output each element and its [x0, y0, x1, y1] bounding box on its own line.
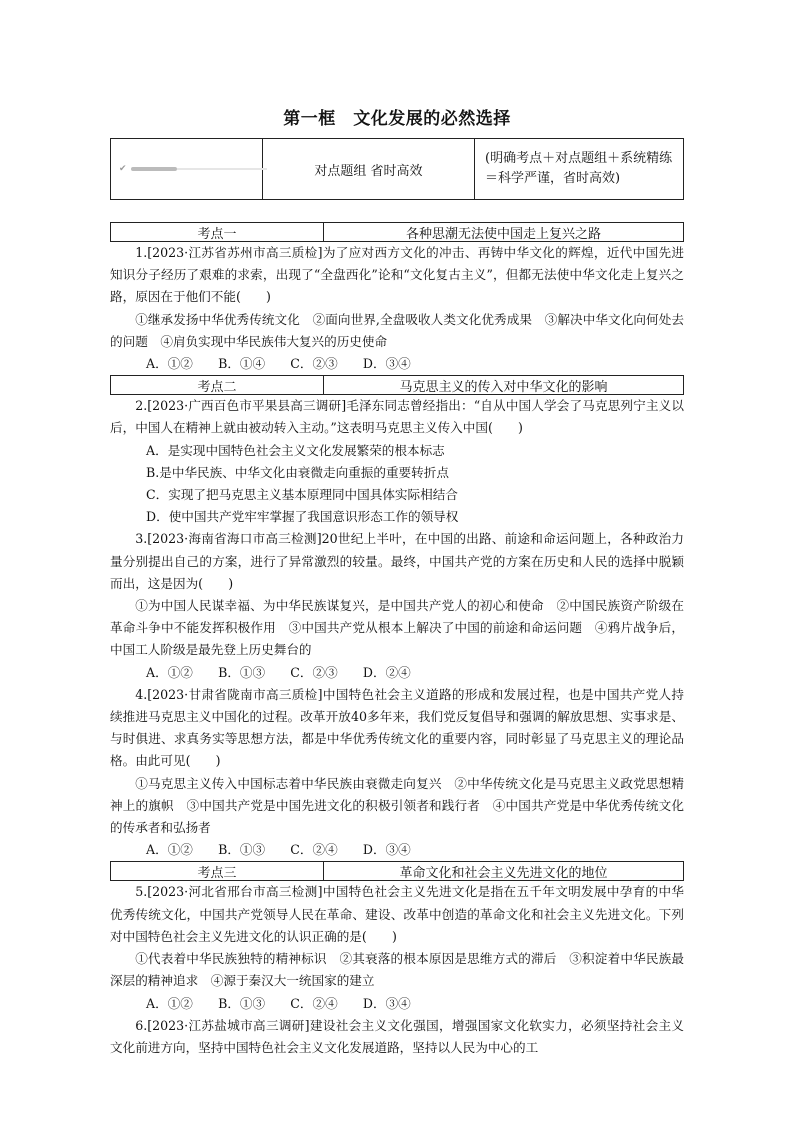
question-options: A．①② B．①③ C．②④ D．③④ [146, 842, 411, 858]
logo-bar [131, 167, 177, 171]
question-items: ①继承发扬中华优秀传统文化 ②面向世界,全盘吸收人类文化优秀成果 ③解决中华文化向何处去的问题 ④肩负实现中华民族伟大复兴的历史使命 [110, 311, 684, 349]
question-stem: 4.[2023·甘肃省陇南市高三质检]中国特色社会主义道路的形成和发展过程，也是中国共产党人持续推进马克思主义中国化的过程。改革开放40多年来，我们党反复倡导和强调的解放思想、实事求是、与时俱进、求真务实等思想方法，都是中华优秀传统文化的重要内容，同时彰显了马克思主义的理论品格。由此可见( ) [110, 686, 684, 769]
section-label: 考点一 [111, 223, 324, 241]
section-topic: 各种思潮无法使中国走上复兴之路 [405, 226, 601, 242]
question-stem: 1.[2023·江苏省苏州市高三质检]为了应对西方文化的冲击、再铸中华文化的辉煌，近代中国先进知识分子经历了艰难的求索，出现了“全盘西化”论和“文化复古主义”，但都无法使中华文化走上复兴之路，原因在于他们不能( ) [110, 245, 684, 305]
section-header [110, 861, 684, 881]
question-content [110, 222, 684, 1059]
question-stem: 5.[2023·河北省邢台市高三检测]中国特色社会主义先进文化是指在五千年文明发展中孕育的中华优秀传统文化，中国共产党领导人民在革命、建设、改革中创造的革命文化和社会主义先进文化。下列对中国特色社会主义先进文化的认识正确的是( ) [110, 884, 684, 944]
header-middle: 对点题组 省时高效 [263, 139, 475, 199]
question-5 [110, 881, 684, 1014]
question-2 [110, 395, 684, 528]
option-a: A．是实现中国特色社会主义文化发展繁荣的根本标志 [146, 442, 445, 458]
question-options: A．①② B．①③ C．②③ D．②④ [146, 664, 411, 680]
option-b: B.是中华民族、中华文化由衰微走向重振的重要转折点 [146, 464, 449, 480]
question-1 [110, 242, 684, 375]
section-label: 考点二 [111, 376, 324, 394]
section-header [110, 222, 684, 242]
question-stem: 2.[2023·广西百色市平果县高三调研]毛泽东同志曾经指出：“自从中国人学会了马克思列宁主义以后，中国人在精神上就由被动转入主动。”这表明马克思主义传入中国( ) [110, 398, 684, 436]
page-title: 第一框 文化发展的必然选择 [283, 109, 511, 129]
logo-cell [111, 139, 263, 199]
header-box [110, 138, 684, 200]
question-items: ①马克思主义传入中国标志着中华民族由衰微走向复兴 ②中华传统文化是马克思主义政党思想精神上的旗帜 ③中国共产党是中国先进文化的积极引领者和践行者 ④中国共产党是中华优秀传统文化的传承者和弘扬者 [110, 775, 684, 836]
section-topic: 革命文化和社会主义先进文化的地位 [399, 865, 608, 881]
question-items: ①代表着中华民族独特的精神标识 ②其衰落的根本原因是思维方式的滞后 ③积淀着中华民族最深层的精神追求 ④源于秦汉大一统国家的建立 [110, 951, 684, 989]
option-d: D．使中国共产党牢牢掌握了我国意识形态工作的领导权 [146, 509, 459, 525]
header-right: (明确考点＋对点题组＋系统精练＝科学严谨，省时高效) [485, 151, 673, 186]
question-4 [110, 684, 684, 862]
question-options: A．①② B．①③ C．②④ D．③④ [146, 995, 411, 1011]
question-options: A．①② B．①④ C．②③ D．③④ [146, 356, 411, 372]
question-items: ①为中国人民谋幸福、为中华民族谋复兴，是中国共产党人的初心和使命 ②中国民族资产阶级在革命斗争中不能发挥积极作用 ③中国共产党从根本上解决了中国的前途和命运问题 ④鸦片战争后，中国工人阶级是最先登上历史舞台的 [110, 598, 684, 658]
section-header [110, 375, 684, 395]
question-3 [110, 528, 684, 683]
question-stem: 3.[2023·海南省海口市高三检测]20世纪上半叶，在中国的出路、前途和命运问题上，各种政治力量分别提出自己的方案，进行了异常激烈的较量。最终，中国共产党的方案在历史和人民的选择中脱颖而出，这是因为( ) [110, 531, 684, 591]
question-6 [110, 1015, 684, 1059]
section-label: 考点三 [111, 862, 324, 880]
section-topic: 马克思主义的传入对中华文化的影响 [399, 379, 608, 395]
question-stem: 6.[2023·江苏盐城市高三调研]建设社会主义文化强国，增强国家文化软实力，必须坚持社会主义文化前进方向，坚持中国特色社会主义文化发展道路，坚持以人民为中心的工 [110, 1017, 684, 1055]
option-c: C．实现了把马克思主义基本原理同中国具体实际相结合 [146, 487, 458, 503]
check-icon: ✔ [119, 164, 127, 174]
